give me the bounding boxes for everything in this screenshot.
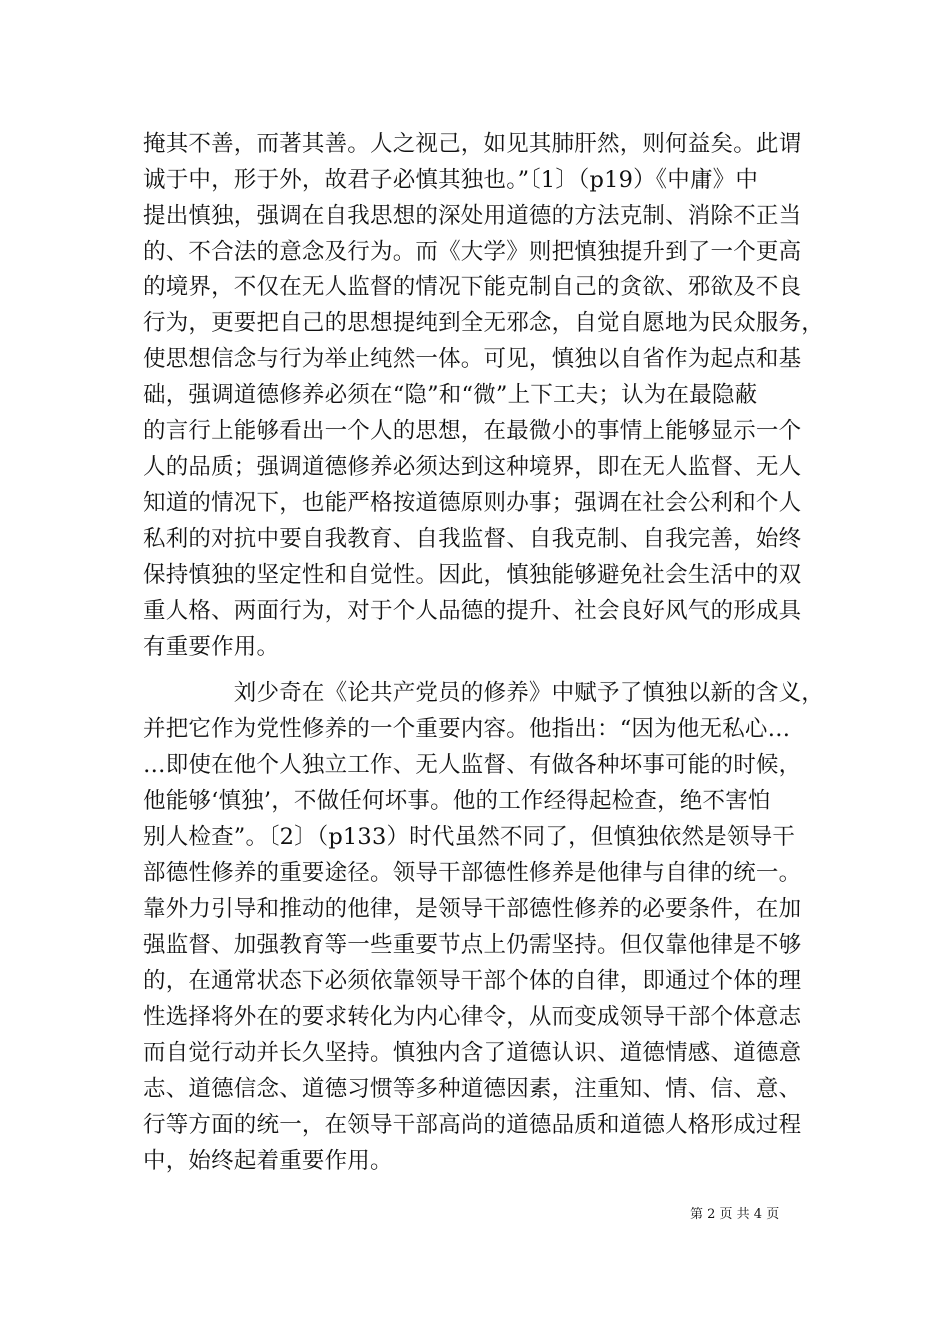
text-line: 保持慎独的坚定性和自觉性。因此，慎独能够避免社会生活中的双 (143, 562, 802, 588)
text-line: 中，始终起着重要作用。 (143, 1148, 393, 1174)
text-line: 志、道德信念、道德习惯等多种道德因素，注重知、情、信、意、 (143, 1076, 802, 1102)
text-line: 的，在通常状态下必须依靠领导干部个体的自律，即通过个体的理 (143, 968, 802, 994)
text-line: 的境界，不仅在无人监督的情况下能克制自己的贪欲、邪欲及不良 (143, 274, 802, 300)
text-line: 知道的情况下，也能严格按道德原则办事；强调在社会公利和个人 (143, 490, 802, 516)
text-line: 刘少奇在《论共产党员的修养》中赋予了慎独以新的含义， (143, 680, 825, 706)
text-line: 并把它作为党性修养的一个重要内容。他指出：“因为他无私心… (143, 716, 791, 742)
text-line: 使思想信念与行为举止纯然一体。可见，慎独以自省作为起点和基 (143, 346, 802, 372)
text-line: 性选择将外在的要求转化为内心律令，从而变成领导干部个体意志 (143, 1004, 802, 1030)
text-line: 别人检查”。〔2〕（p133）时代虽然不同了，但慎独依然是领导干 (143, 824, 796, 850)
text-line: 部德性修养的重要途径。领导干部德性修养是他律与自律的统一。 (143, 860, 802, 886)
text-line: 的、不合法的意念及行为。而《大学》则把慎独提升到了一个更高 (143, 239, 802, 265)
text-line: 强监督、加强教育等一些重要节点上仍需坚持。但仅靠他律是不够 (143, 932, 802, 958)
text-line: 行为，更要把自己的思想提纯到全无邪念，自觉自愿地为民众服务， (143, 310, 825, 336)
text-line: 有重要作用。 (143, 634, 280, 660)
text-line: …即使在他个人独立工作、无人监督、有做各种坏事可能的时候， (143, 752, 802, 778)
text-line: 行等方面的统一，在领导干部高尚的道德品质和道德人格形成过程 (143, 1112, 802, 1138)
text-line: 而自觉行动并长久坚持。慎独内含了道德认识、道德情感、道德意 (143, 1040, 802, 1066)
text-line: 私利的对抗中要自我教育、自我监督、自我克制、自我完善，始终 (143, 526, 802, 552)
text-line: 提出慎独，强调在自我思想的深处用道德的方法克制、消除不正当 (143, 203, 802, 229)
text-line: 重人格、两面行为，对于个人品德的提升、社会良好风气的形成具 (143, 598, 802, 624)
page-number-footer: 第 2 页 共 4 页 (690, 1207, 780, 1222)
text-line: 靠外力引导和推动的他律，是领导干部德性修养的必要条件，在加 (143, 896, 802, 922)
text-line: 人的品质；强调道德修养必须达到这种境界，即在无人监督、无人 (143, 454, 802, 480)
text-line: 他能够‘慎独’，不做任何坏事。他的工作经得起检查，绝不害怕 (143, 788, 771, 814)
text-line: 掩其不善，而著其善。人之视己，如见其肺肝然，则何益矣。此谓 (143, 131, 802, 157)
text-line: 的言行上能够看出一个人的思想，在最微小的事情上能够显示一个 (143, 418, 802, 444)
text-line: 础，强调道德修养必须在“隐”和“微”上下工夫；认为在最隐蔽 (143, 382, 758, 408)
text-line: 诚于中，形于外，故君子必慎其独也。”〔1〕（p19）《中庸》中 (143, 167, 759, 193)
